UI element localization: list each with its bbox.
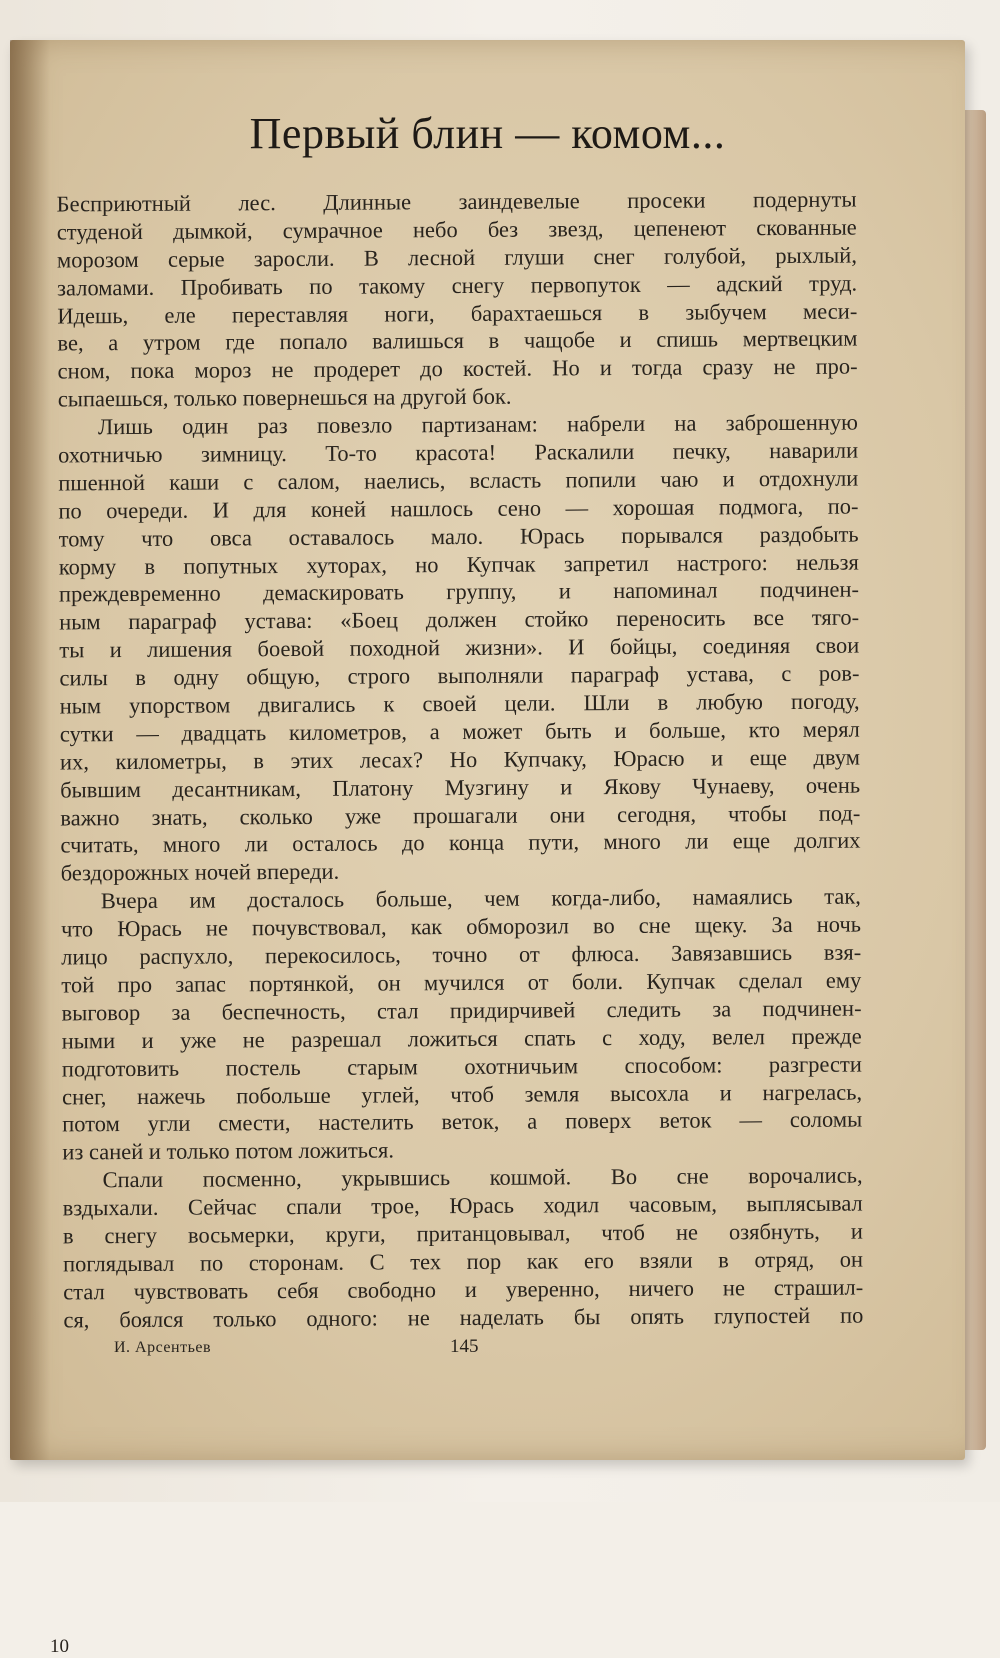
- text-line: морозом серые заросли. В лесной глуши снег голубой, рыхлый,: [56, 242, 857, 273]
- text-line: выговор за беспечность, стал придирчивей следить за подчинен-: [61, 995, 862, 1026]
- text-line: бездорожных ночей впереди.: [60, 859, 340, 886]
- text-line: ты и лишения боевой походной жизни». И бойцы, соединяя свои: [59, 632, 860, 663]
- signature-number: 10: [50, 1636, 69, 1657]
- text-line: охотничью зимницу. То-то красота! Раскалили печку, наварили: [58, 437, 859, 468]
- spine-shadow: [10, 40, 50, 1460]
- text-line: заломами. Пробивать по такому снегу первопуток — адский труд.: [57, 270, 858, 301]
- text-line: подготовить постель старым охотничьим способом: разгрести: [61, 1051, 862, 1082]
- text-line: студеной дымкой, сумрачное небо без звезд, цепенеют скованные: [56, 214, 857, 245]
- text-line: сутки — двадцать километров, а может быть и больше, кто мерял: [59, 716, 860, 747]
- text-line: Вчера им досталось больше, чем когда-либо, намаялись так,: [100, 883, 861, 914]
- text-line: ными и уже не разрешал ложиться спать с ходу, велел прежде: [61, 1023, 862, 1054]
- text-line: ным параграф устава: «Боец должен стойко переносить все тяго-: [59, 604, 860, 635]
- chapter-title: Первый блин — комом...: [249, 109, 726, 158]
- text-line: снег, нажечь побольше углей, чтоб земля высохла и нагрелась,: [61, 1079, 863, 1109]
- text-line: тому что овса оставалось мало. Юрась порывался раздобыть: [58, 521, 859, 552]
- text-line: их, километры, в этих лесах? Но Купчаку, Юрасю и еще двум: [59, 744, 861, 775]
- text-line: ве, а утром где попало валишься в чащобе и спишь мертвецким: [57, 326, 858, 356]
- text-line: Идешь, еле переставляя ноги, барахтаешься в зыбучем меси-: [57, 298, 858, 329]
- text-line: по очереди. И для коней нашлось сено — хорошая подмога, по-: [58, 493, 859, 524]
- text-line: считать, много ли осталось до конца пути, много ли еще долгих: [60, 828, 861, 858]
- book-page: [10, 40, 965, 1657]
- text-line: ным упорством двигались к своей цели. Шли в любую погоду,: [59, 688, 860, 719]
- text-line: поглядывал по сторонам. С тех пор как его взяли в отряд, он: [62, 1246, 864, 1277]
- text-line: Спали посменно, укрывшись кошмой. Во сне ворочались,: [102, 1162, 863, 1193]
- text-line: Лишь один раз повезло партизанам: набрели на заброшенную: [97, 409, 859, 440]
- text-line: стал чувствовать себя свободно и уверенно, ничего не страшил-: [63, 1274, 864, 1305]
- text-line: в снегу восьмерки, круги, пританцовывал, чтоб не озябнуть, и: [62, 1218, 863, 1249]
- footer-author: И. Арсентьев: [114, 1339, 212, 1356]
- text-line: что Юрась не почувствовал, как обморозил во сне щеку. За ночь: [60, 911, 862, 942]
- text-line: ся, боялся только одного: не наделать бы опять глупостей по: [63, 1302, 864, 1333]
- text-line: Бесприютный лес. Длинные заиндевелые просеки подернуты: [56, 186, 857, 217]
- text-line: вздыхали. Сейчас спали трое, Юрась ходил часовым, выплясывал: [62, 1190, 863, 1221]
- text-line: силы в одну общую, строго выполняли параграф устава, с ров-: [59, 660, 860, 691]
- text-line: преждевременно демаскировать группу, и напоминал подчинен-: [58, 577, 860, 607]
- page-number: 145: [450, 1336, 479, 1357]
- text-line: сном, пока мороз не продерет до костей. Но и тогда сразу не про-: [57, 353, 858, 384]
- text-line: пшенной каши с салом, наелись, всласть попили чаю и отдохнули: [58, 465, 859, 496]
- text-line: важно знать, сколько уже прошагали они сегодня, чтобы под-: [60, 800, 861, 831]
- body-text: [57, 186, 864, 1334]
- text-line: сыпаешься, только повернешься на другой бок.: [57, 383, 512, 412]
- text-line: той про запас портянкой, он мучился от боли. Купчак сделал ему: [61, 967, 862, 998]
- text-line: корму в попутных хуторах, но Купчак запретил настрого: нельзя: [58, 549, 859, 580]
- text-line: бывшим десантникам, Платону Музгину и Якову Чунаеву, очень: [60, 772, 861, 803]
- text-line: потом угли смести, настелить веток, а поверх веток — соломы: [62, 1106, 863, 1137]
- text-line: лицо распухло, перекосилось, точно от флюса. Завязавшись взя-: [61, 939, 862, 970]
- text-line: из саней и только потом ложиться.: [62, 1137, 395, 1165]
